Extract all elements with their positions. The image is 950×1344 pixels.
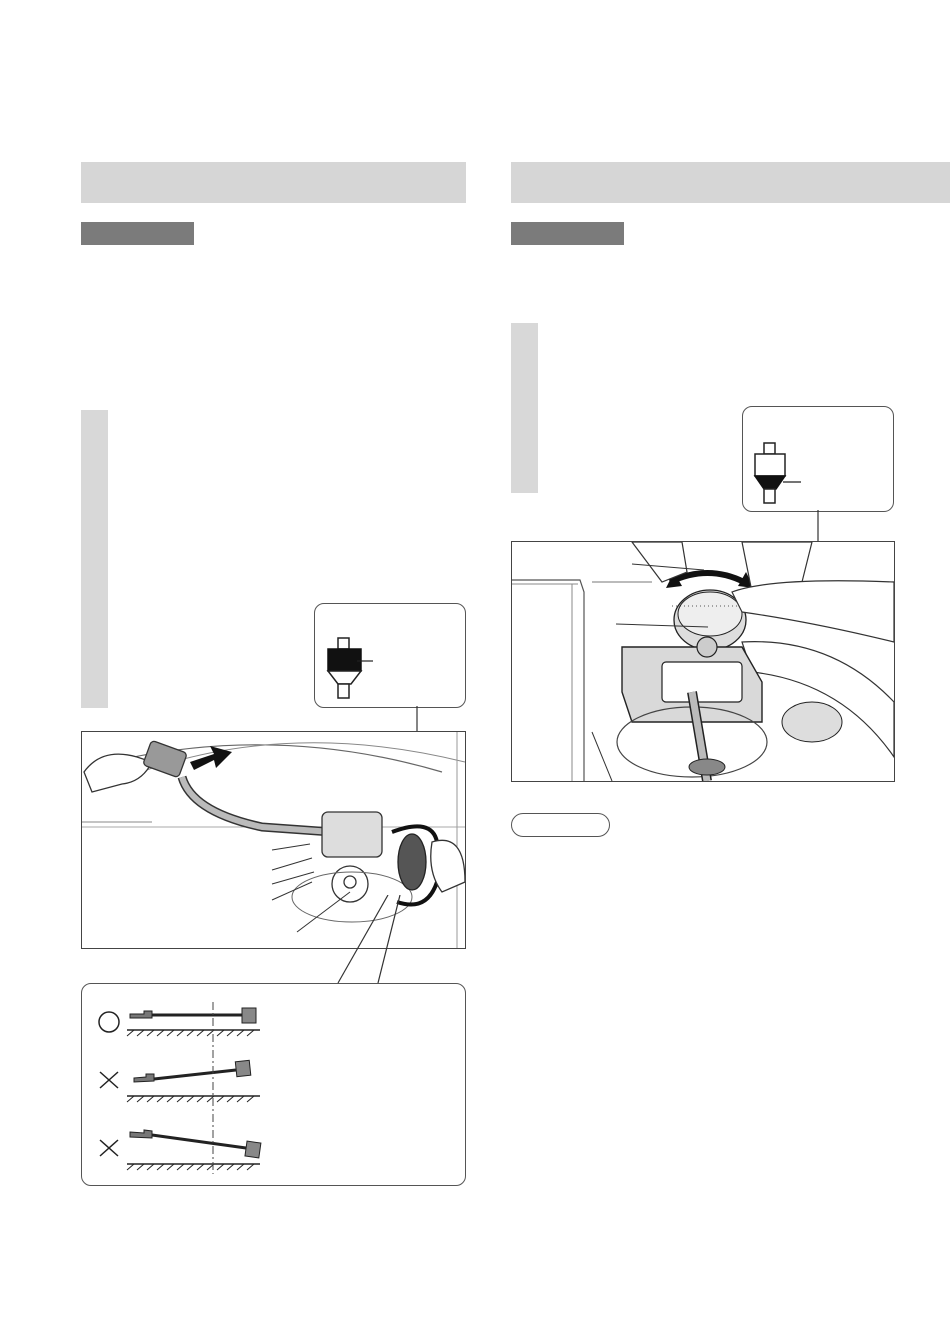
left-step-sidebar bbox=[81, 410, 108, 708]
counterweight-icon bbox=[743, 407, 893, 511]
counterweight-icon bbox=[315, 604, 465, 707]
left-section-header-bar bbox=[81, 162, 466, 203]
level-arm-diagram bbox=[127, 1008, 260, 1036]
ok-circle-icon bbox=[99, 1012, 119, 1032]
right-step-sidebar bbox=[511, 323, 538, 493]
ng-cross-icon bbox=[100, 1140, 118, 1156]
right-section-header-bar bbox=[511, 162, 950, 203]
right-counterweight-callout bbox=[742, 406, 894, 512]
anti-skating-dial-illustration bbox=[511, 541, 895, 782]
callout-connector bbox=[370, 895, 410, 985]
left-step-tag bbox=[81, 222, 194, 245]
left-counterweight-callout bbox=[314, 603, 466, 708]
right-step-tag bbox=[511, 222, 624, 245]
tilted-arm-diagram bbox=[127, 1130, 261, 1170]
balance-check-callout bbox=[81, 983, 466, 1186]
tilted-arm-diagram bbox=[127, 1060, 260, 1102]
note-label-pill bbox=[511, 813, 610, 837]
ng-cross-icon bbox=[100, 1072, 118, 1088]
